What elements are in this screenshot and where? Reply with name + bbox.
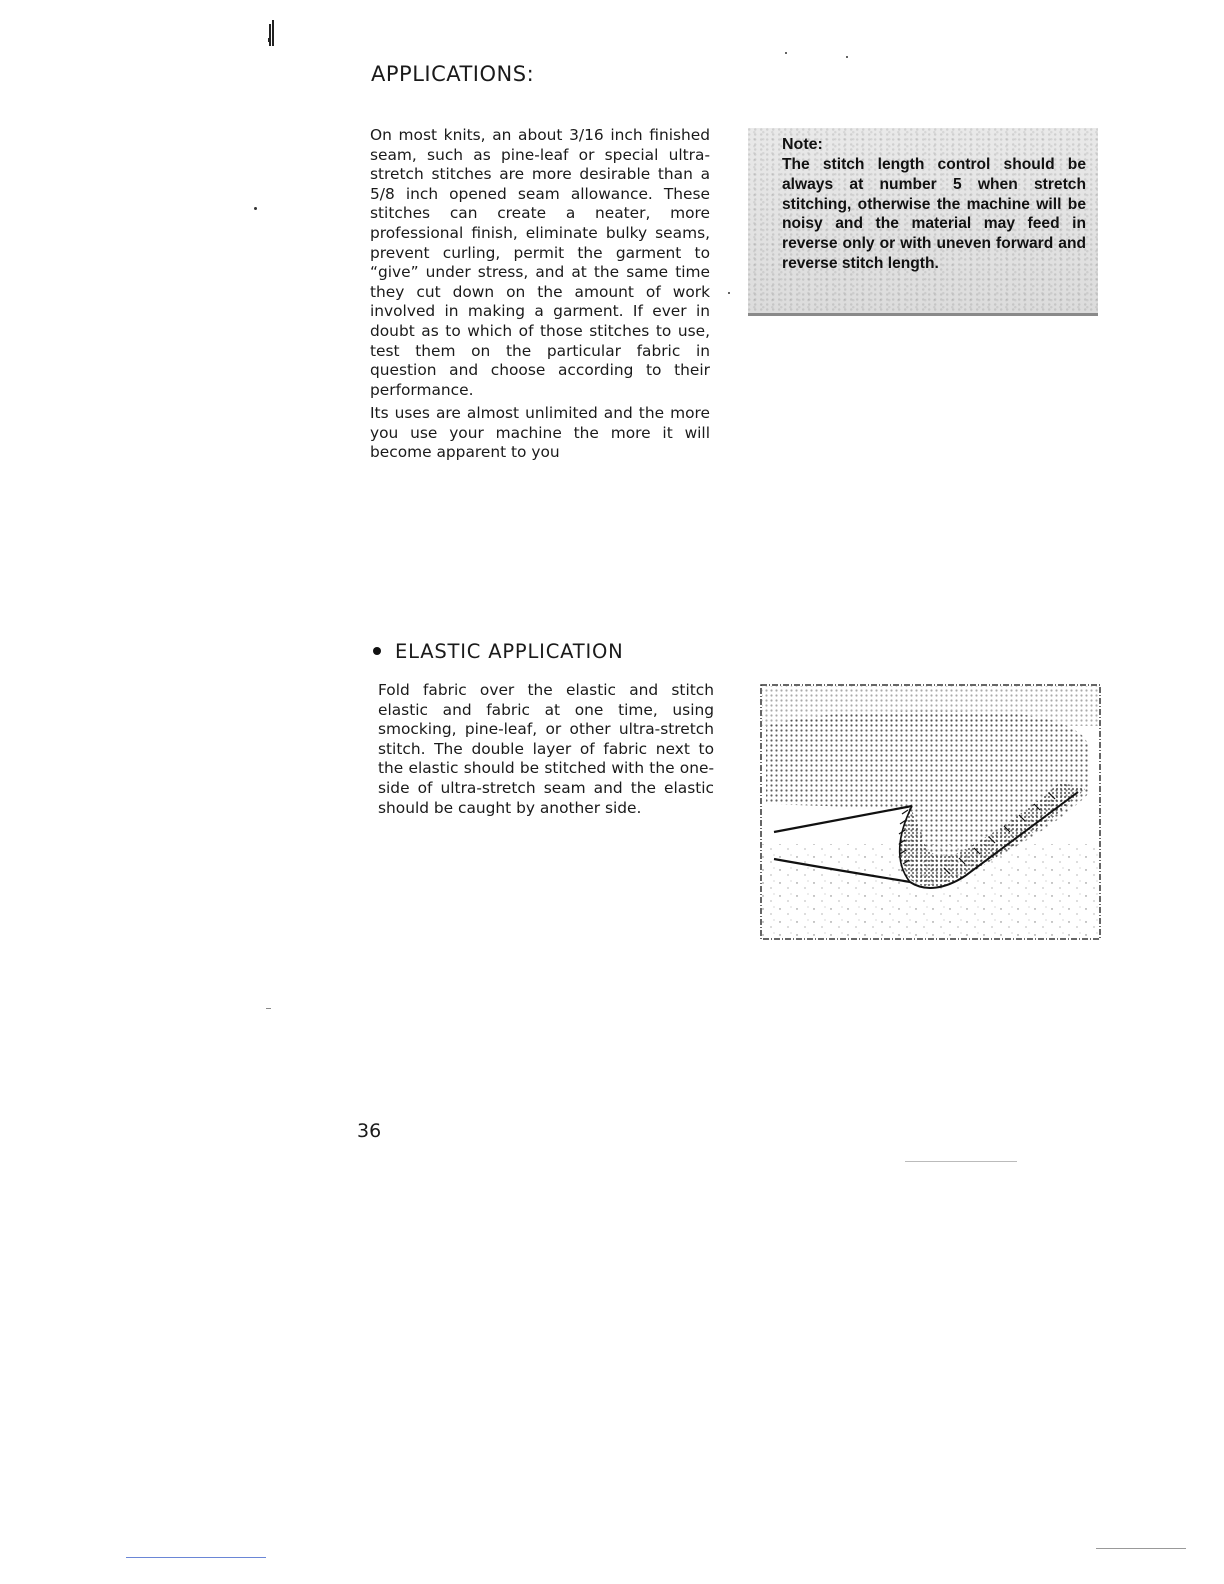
elastic-application-heading-text: ELASTIC APPLICATION: [395, 640, 624, 663]
scan-speck: [905, 1161, 1017, 1162]
scan-speck: [1096, 1548, 1186, 1549]
scan-mark: [268, 18, 276, 48]
scan-speck: [728, 292, 730, 294]
scan-speck: [846, 56, 848, 58]
applications-heading: APPLICATIONS:: [371, 62, 535, 86]
applications-paragraph-1: On most knits, an about 3/16 inch finished seam, such as pine-leaf or special ultra-stretch stitches are more desirable than a 5/8 inch opened seam allowance. These stitches can create a neater, more professional finish, eliminate bulky seams, prevent curling, permit the garment to “give” under stress, and at the same time they cut down on the amount of work involved in making a garment. If ever in doubt as to which of those stitches to use, test them on the particular fabric in question and choose according to their performance.: [370, 126, 710, 399]
note-box: [748, 128, 1098, 316]
scan-speck: [126, 1557, 266, 1558]
scan-speck: [266, 1008, 271, 1009]
page-number: 36: [357, 1120, 382, 1142]
elastic-application-paragraph: Fold fabric over the elastic and stitch elastic and fabric at one time, using smocking, pine-leaf, or other ultra-stretch stitch. The double layer of fabric next to the elastic should be stitched with the one-side of ultra-stretch seam and the elastic should be caught by another side.: [378, 681, 714, 817]
applications-paragraph-2: Its uses are almost unlimited and the more you use your machine the more it will become apparent to you: [370, 404, 710, 462]
elastic-application-heading: [373, 640, 624, 663]
bullet-icon: [373, 647, 381, 655]
elastic-fold-illustration: [760, 684, 1102, 942]
note-title: Note:: [782, 136, 823, 153]
scan-speck: [254, 207, 257, 210]
note-text: The stitch length control should be always at number 5 when stretch stitching, otherwise the machine will be noisy and the material may feed in reverse only or with uneven forward and reverse stitch length.: [782, 156, 1086, 272]
scan-speck: [785, 52, 787, 54]
